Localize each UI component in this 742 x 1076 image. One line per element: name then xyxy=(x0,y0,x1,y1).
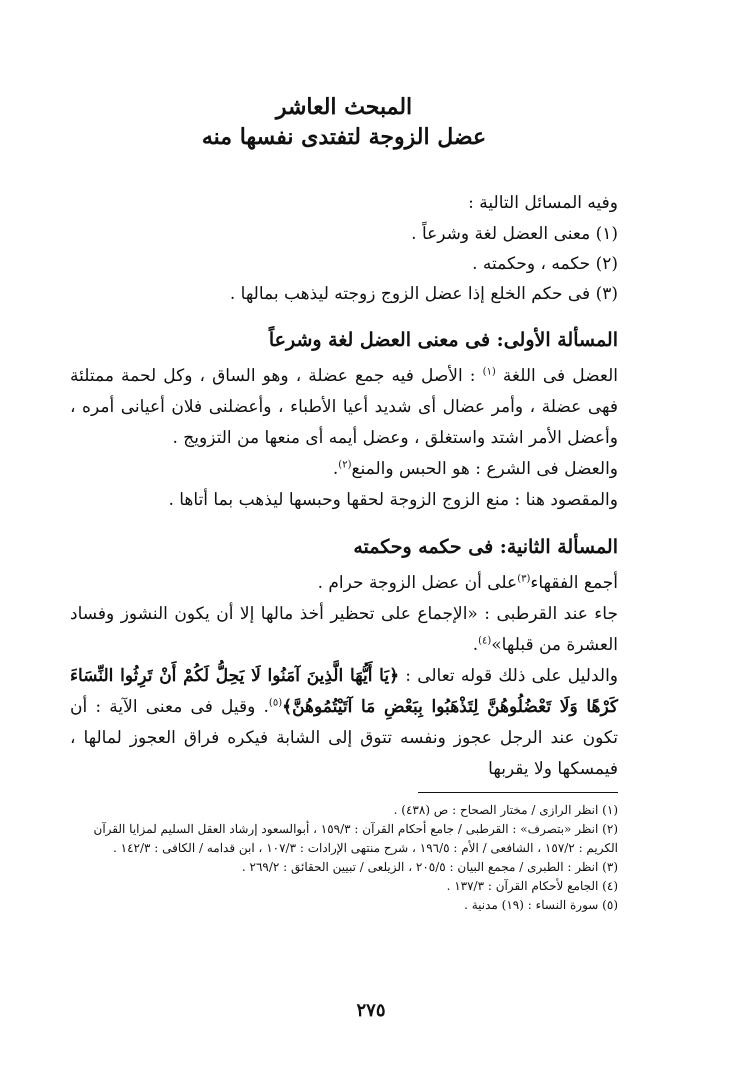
footnote-5: (٥) سورة النساء : (١٩) مدنية . xyxy=(464,898,618,912)
page-body xyxy=(70,92,618,785)
section-1-paragraph-3: والمقصود هنا : منع الزوج الزوجة لحقها وحبسها ليذهب بما أتاها . xyxy=(168,490,618,510)
intro-item-1: (١) معنى العضل لغة وشرعاً . xyxy=(411,224,618,244)
footnote-ref-1: (١) xyxy=(482,366,496,378)
section-1-paragraph-2: والعضل فى الشرع : هو الحبس والمنع$^{(٢)}$. xyxy=(332,459,618,479)
section-2-heading: المسألة الثانية: فى حكمه وحكمته xyxy=(353,536,618,558)
chapter-subtitle: عضل الزوجة لتفتدى نفسها منه xyxy=(201,124,487,150)
footnote-divider xyxy=(418,792,618,793)
footnotes xyxy=(70,792,618,915)
intro-item-2: (٢) حكمه ، وحكمته . xyxy=(472,254,618,274)
footnote-ref-4: (٤) xyxy=(478,635,492,647)
intro-item-3: (٣) فى حكم الخلع إذا عضل الزوج زوجته ليذهب بمالها . xyxy=(229,284,618,304)
intro-lead: وفيه المسائل التالية : xyxy=(468,193,618,213)
footnote-1: (١) انظر الرازى / مختار الصحاح : ص (٤٣٨) . xyxy=(393,803,618,817)
footnote-4: (٤) الجامع لأحكام القرآن : ١٣٧/٣ . xyxy=(446,879,618,893)
section-2-paragraph-3: والدليل على ذلك قوله تعالى : ﴿يَا أَيُّهَا الَّذِينَ آمَنُوا لَا يَحِلُّ لَكُمْ أَنْ تَرِثُوا النِّسَاءَ كَرْهًا وَلَا تَعْضُلُوهُنَّ لِتَذْهَبُوا بِبَعْضِ مَا آتَيْتُمُوهُنَّ﴾$^{(٥)}$. وقيل فى معنى الآية : أن تكون عند الرجل عجوز ونفسه تتوق إلى الشابة فيكره فراق العجوز لمالها ، فيمسكها ولا يقربها xyxy=(70,666,618,779)
footnote-ref-3: (٣) xyxy=(517,573,531,585)
section-1-paragraph-1: العضل فى اللغة $^{(١)}$ : الأصل فيه جمع عضلة ، وهو الساق ، وكل لحمة ممتلئة فهى عضلة ، وأمر عضال أى شديد أعيا الأطباء ، وأعضلنى فلان أعيانى أمره ، وأعضل الأمر اشتد واستغلق ، وعضل أيمه أى منعها من التزويج . xyxy=(70,366,618,448)
section-2-paragraph-1: أجمع الفقهاء$^{(٣)}$على أن عضل الزوجة حرام . xyxy=(317,573,618,593)
footnote-2: (٢) انظر «بتصرف» : القرطبى / جامع أحكام القرآن : ١٥٩/٣ ، أبوالسعود إرشاد العقل السليم لمزايا القرآن الكريم : ١٥٧/٢ ، الشافعى / الأم : ١٩٦/٥ ، شرح منتهى الإرادات : ١٠٧/٣ ، ابن قدامه / الكافى : ١٤٢/٣ . xyxy=(93,822,618,855)
section-2-paragraph-2: جاء عند القرطبى : «الإجماع على تحظير أخذ مالها إلا أن يكون النشوز وفساد العشرة من قبلها»$^{(٤)}$. xyxy=(70,604,618,655)
page-number: ٢٧٥ xyxy=(356,1000,386,1021)
footnote-ref-2: (٢) xyxy=(338,459,352,471)
section-1-heading: المسألة الأولى: فى معنى العضل لغة وشرعاً xyxy=(268,329,618,351)
footnote-3: (٣) انظر : الطبرى / مجمع البيان : ٢٠٥/٥ ، الزيلعى / تبيين الحقائق : ٢٦٩/٢ . xyxy=(241,860,618,874)
footnote-ref-5: (٥) xyxy=(268,697,283,709)
quran-verse: ﴿يَا أَيُّهَا الَّذِينَ آمَنُوا لَا يَحِلُّ لَكُمْ أَنْ تَرِثُوا النِّسَاءَ كَرْهًا وَلَا تَعْضُلُوهُنَّ لِتَذْهَبُوا بِبَعْضِ مَا آتَيْتُمُوهُنَّ﴾ xyxy=(70,666,618,717)
chapter-title: المبحث العاشر xyxy=(275,94,413,120)
